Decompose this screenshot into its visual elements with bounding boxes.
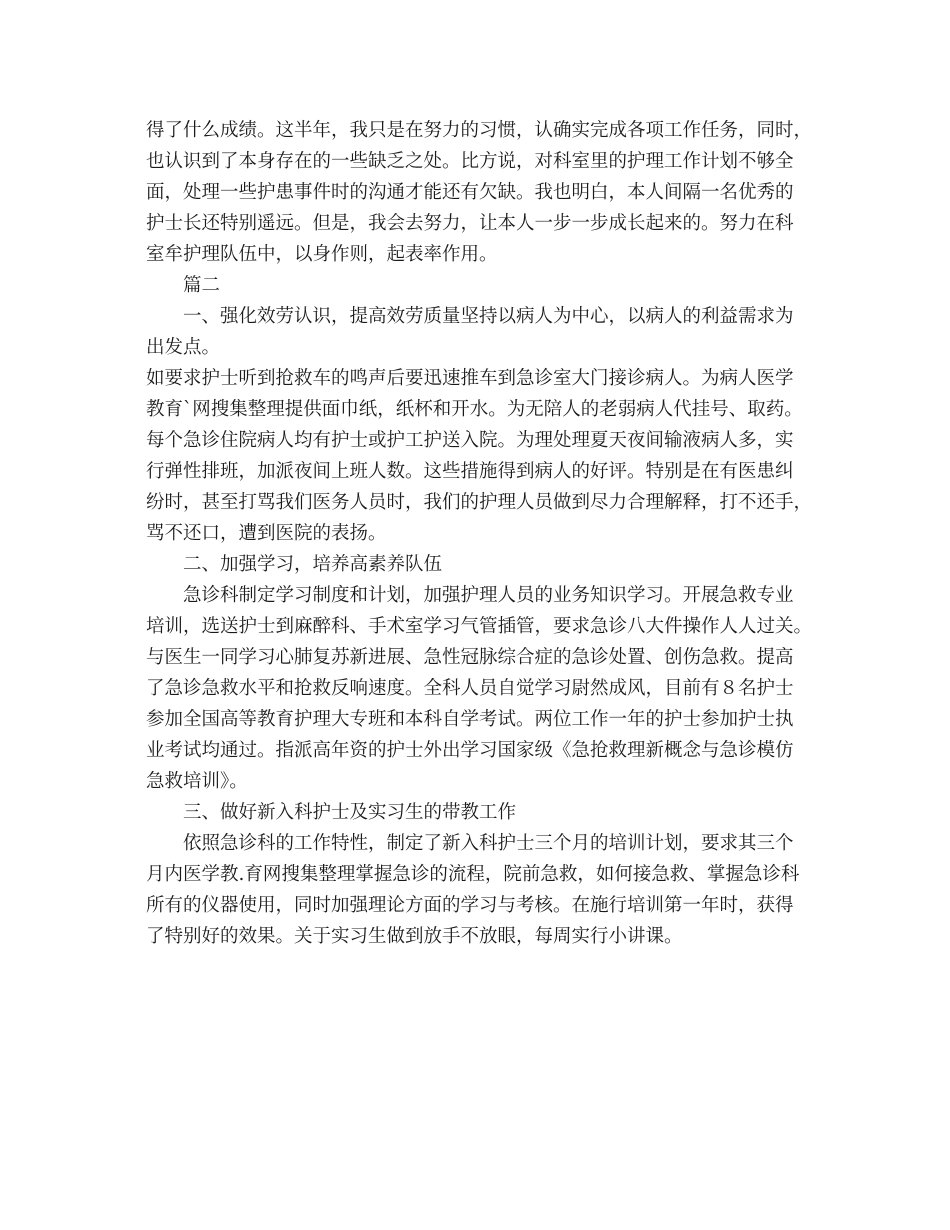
- paragraph-start: 急诊科制定学习制度和计划，加强护理人员的业务知识学习。开展急救专业: [183, 585, 794, 606]
- text-line: 月内医学教.育网搜集整理掌握急诊的流程，院前急救，如何接急救、掌握急诊科: [146, 864, 800, 885]
- text-line: 业考试均通过。指派高年资的护士外出学习国家级《急抢救理新概念与急诊模仿: [146, 740, 794, 761]
- text-line: 纷时，甚至打骂我们医务人员时，我们的护理人员做到尽力合理解释，打不还手，: [146, 492, 813, 513]
- text-line: 了特别好的效果。关于实习生做到放手不放眼，每周实行小讲课。: [146, 926, 683, 947]
- section-heading: 篇二: [183, 275, 221, 296]
- text-line: 如要求护士听到抢救车的鸣声后要迅速推车到急诊室大门接诊病人。为病人医学: [146, 368, 794, 389]
- paragraph-start: 依照急诊科的工作特性，制定了新入科护士三个月的培训计划，要求其三个: [183, 833, 794, 854]
- text-line: 培训，选送护士到麻醉科、手术室学习气管插管，要求急诊八大件操作人人过关。: [146, 616, 813, 637]
- document-body: [146, 115, 816, 952]
- text-line: 行弹性排班，加派夜间上班人数。这些措施得到病人的好评。特别是在有医患纠: [146, 461, 794, 482]
- text-line: 每个急诊住院病人均有护士或护工护送入院。为理处理夏天夜间输液病人多，实: [146, 430, 794, 451]
- text-line: 面，处理一些护患事件时的沟通才能还有欠缺。我也明白，本人间隔一名优秀的: [146, 182, 794, 203]
- text-line: 骂不还口，遭到医院的表扬。: [146, 523, 387, 544]
- section-heading: 三、做好新入科护士及实习生的带教工作: [183, 802, 517, 823]
- section-heading: 一、强化效劳认识，提高效劳质量坚持以病人为中心，以病人的利益需求为: [183, 306, 794, 327]
- text-line: 出发点。: [146, 337, 221, 358]
- text-line: 所有的仪器使用，同时加强理论方面的学习与考核。在施行培训第一年时，获得: [146, 895, 794, 916]
- text-line: 了急诊急救水平和抢救反响速度。全科人员自觉学习尉然成风，目前有８名护士: [146, 678, 794, 699]
- text-line: 室牟护理队伍中，以身作则，起表率作用。: [146, 244, 498, 265]
- text-line: 教育`网搜集整理提供面巾纸，纸杯和开水。为无陪人的老弱病人代挂号、取药。: [146, 399, 803, 420]
- text-line: 参加全国高等教育护理大专班和本科自学考试。两位工作一年的护士参加护士执: [146, 709, 794, 730]
- text-line: 也认识到了本身存在的一些缺乏之处。比方说，对科室里的护理工作计划不够全: [146, 151, 794, 172]
- text-line: 急救培训》。: [146, 771, 248, 792]
- text-line: 得了什么成绩。这半年，我只是在努力的习惯，认确实完成各项工作任务，同时，: [146, 120, 813, 141]
- section-heading: 二、加强学习，培养高素养队伍: [183, 554, 443, 575]
- text-line: 护士长还特别遥远。但是，我会去努力，让本人一步一步成长起来的。努力在科: [146, 213, 794, 234]
- text-line: 与医生一同学习心肺复苏新进展、急性冠脉综合症的急诊处置、创伤急救。提高: [146, 647, 794, 668]
